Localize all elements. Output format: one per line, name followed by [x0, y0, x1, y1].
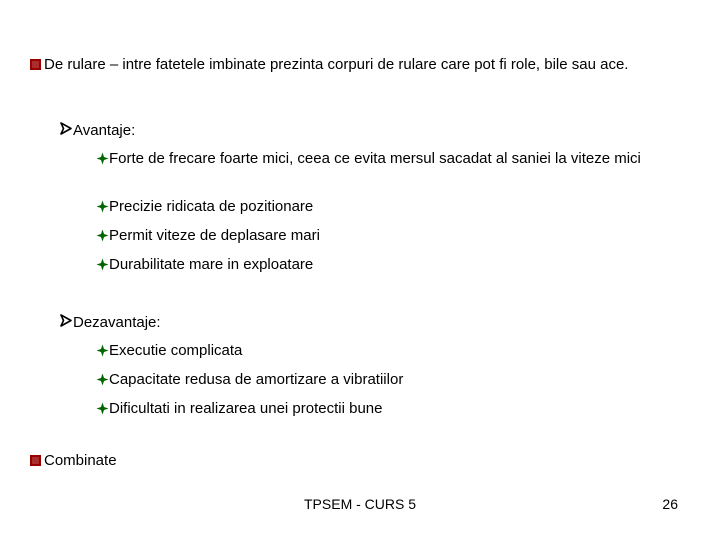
bullet-item-rulare — [30, 55, 690, 75]
advantage-item — [96, 197, 313, 217]
disadvantage-text: Executie complicata — [109, 342, 243, 359]
disadvantage-text: Capacitate redusa de amortizare a vibratiilor — [109, 371, 404, 388]
advantage-text: Durabilitate mare in exploatare — [109, 256, 314, 273]
footer-course: TPSEM - CURS 5 — [304, 496, 417, 512]
disadvantage-text: Dificultati in realizarea unei protectii bune — [109, 400, 383, 417]
advantage-item — [96, 255, 313, 275]
advantages-heading — [60, 121, 135, 141]
disadvantage-item — [96, 370, 403, 390]
advantage-item — [96, 149, 696, 169]
item-text: Combinate — [44, 452, 117, 469]
diamond-bullet-icon — [96, 229, 109, 242]
disadvantage-item — [96, 341, 242, 361]
arrow-bullet-icon — [60, 122, 73, 135]
advantage-text: Precizie ridicata de pozitionare — [109, 198, 314, 215]
diamond-bullet-icon — [96, 200, 109, 213]
advantage-item — [96, 226, 320, 246]
advantage-text: Forte de frecare foarte mici, ceea ce evita mersul sacadat al saniei la viteze mici — [109, 150, 641, 167]
diamond-bullet-icon — [96, 373, 109, 386]
diamond-bullet-icon — [96, 344, 109, 357]
diamond-bullet-icon — [96, 152, 109, 165]
square-bullet-icon — [30, 59, 41, 70]
page-number: 26 — [662, 496, 678, 512]
square-bullet-icon — [30, 455, 41, 466]
heading-text: Avantaje: — [73, 122, 136, 139]
item-text: De rulare – intre fatetele imbinate prezinta corpuri de rulare care pot fi role, bile sau ace. — [44, 56, 629, 73]
disadvantage-item — [96, 399, 382, 419]
arrow-bullet-icon — [60, 314, 73, 327]
advantage-text: Permit viteze de deplasare mari — [109, 227, 320, 244]
diamond-bullet-icon — [96, 258, 109, 271]
diamond-bullet-icon — [96, 402, 109, 415]
bullet-item-combinate — [30, 451, 117, 471]
disadvantages-heading — [60, 313, 161, 333]
heading-text: Dezavantaje: — [73, 314, 161, 331]
